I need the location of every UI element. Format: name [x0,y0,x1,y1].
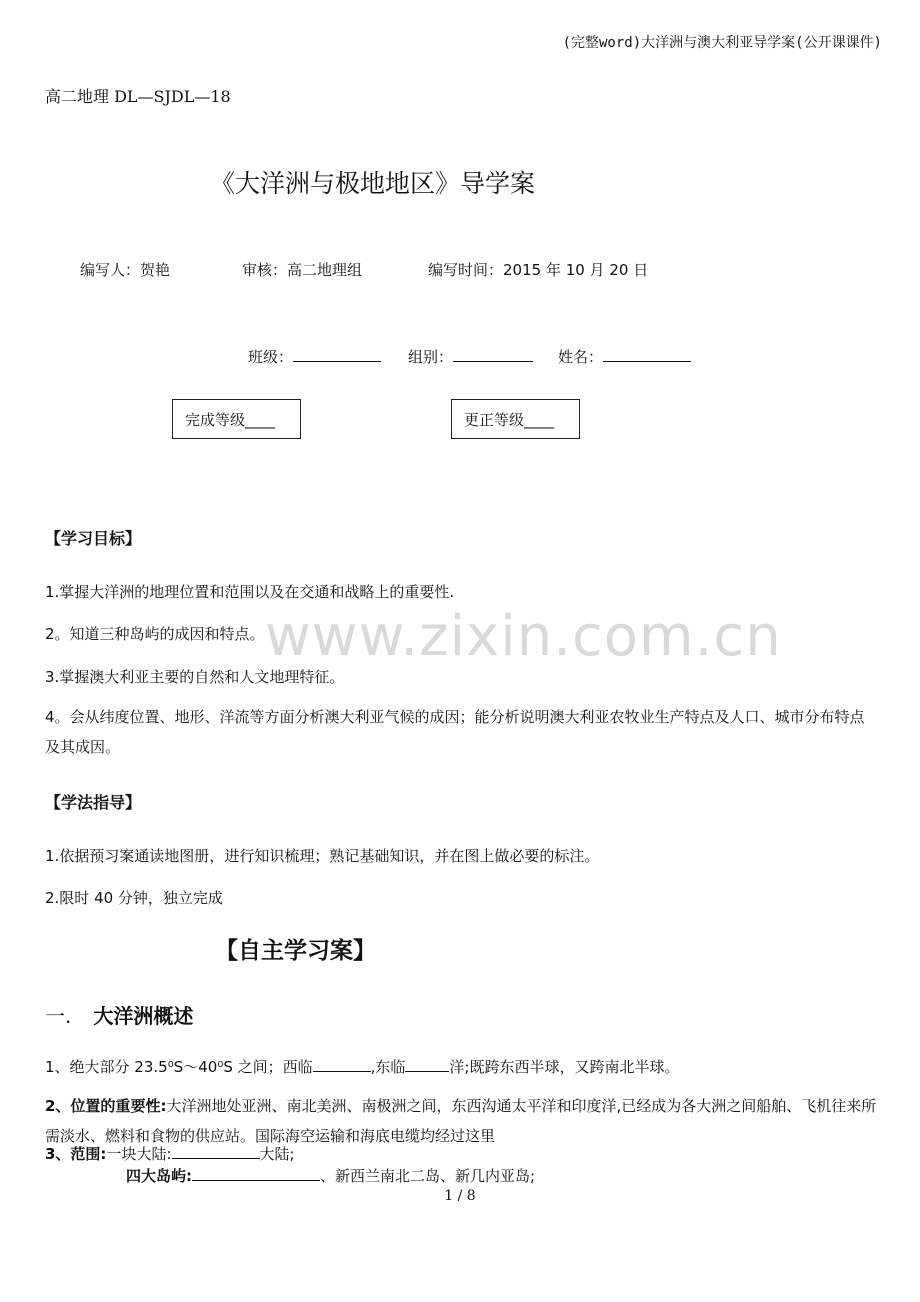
running-header: (完整word)大洋洲与澳大利亚导学案(公开课课件) [562,35,882,51]
continent-label: 一块大陆: [106,1145,172,1163]
document-code: 高二地理 DL—SJDL—18 [45,87,231,106]
class-label: 班级： [248,348,294,366]
line1-text-c: 洋;既跨东西半球，又跨南北半球。 [449,1058,680,1076]
line1-text-b: ,东临 [370,1058,406,1076]
class-field [248,346,381,367]
group-label: 组别： [408,348,454,366]
name-blank[interactable] [603,347,691,362]
methods-heading: 【学法指导】 [45,793,142,812]
line1-text-a: 1、绝大部分 23.5⁰S～40⁰S 之间；西临 [45,1058,313,1076]
range-label: 3、范围: [45,1145,107,1163]
objective-item-3: 3.掌握澳大利亚主要的自然和人文地理特征。 [45,668,345,686]
page-number: 1 / 8 [444,1188,476,1204]
objective-item-4: 4。会从纬度位置、地形、洋流等方面分析澳大利亚气候的成因；能分析说明澳大利亚农牧业生产特点及人口、城市分布特点及其成因。 [45,708,865,756]
section-one-title: 大洋洲概述 [93,1004,194,1028]
islands-blank[interactable] [192,1166,320,1181]
west-ocean-blank[interactable] [313,1057,371,1072]
islands-label: 四大岛屿: [126,1167,192,1185]
correction-grade-box[interactable]: 更正等级____ [451,399,580,439]
method-item-2: 2.限时 40 分钟，独立完成 [45,889,223,907]
completion-grade-box[interactable]: 完成等级____ [172,399,301,439]
continent-blank[interactable] [172,1144,260,1159]
group-blank[interactable] [453,347,533,362]
objectives-heading: 【学习目标】 [45,529,142,548]
class-blank[interactable] [293,347,381,362]
name-field [558,346,691,367]
section-one-line-1 [45,1056,679,1077]
importance-text: 大洋洲地处亚洲、南北美洲、南极洲之间，东西沟通太平洋和印度洋,已经成为各大洲之间船舶、飞机往来所需淡水、燃料和食物的供应站。国际海空运输和海底电缆均经过这里 [45,1097,877,1145]
author-label: 编写人：贺艳 [80,261,171,279]
watermark: www.zixin.com.cn [265,604,782,669]
section-one-heading [45,1000,193,1029]
islands-suffix: 、新西兰南北二岛、新几内亚岛; [320,1167,536,1185]
objective-item-2: 2。知道三种岛屿的成因和特点。 [45,625,265,643]
objective-item-1: 1.掌握大洋洲的地理位置和范围以及在交通和战略上的重要性. [45,583,455,601]
section-one-number: 一. [45,1004,72,1028]
section-one-line-4 [126,1165,535,1186]
east-ocean-blank[interactable] [405,1057,449,1072]
method-item-1: 1.依据预习案通读地图册，进行知识梳理；熟记基础知识，并在图上做必要的标注。 [45,847,600,865]
page-title: 《大洋洲与极地地区》导学案 [210,169,536,198]
date-label: 编写时间：2015 年 10 月 20 日 [428,261,649,279]
name-label: 姓名： [558,348,604,366]
importance-label: 2、位置的重要性: [45,1097,167,1115]
reviewer-label: 审核：高二地理组 [242,261,363,279]
section-one-line-2 [45,1091,877,1151]
section-one-line-3 [45,1143,295,1164]
self-study-heading: 【自主学习案】 [215,938,376,964]
group-field [408,346,533,367]
continent-suffix: 大陆; [259,1145,295,1163]
